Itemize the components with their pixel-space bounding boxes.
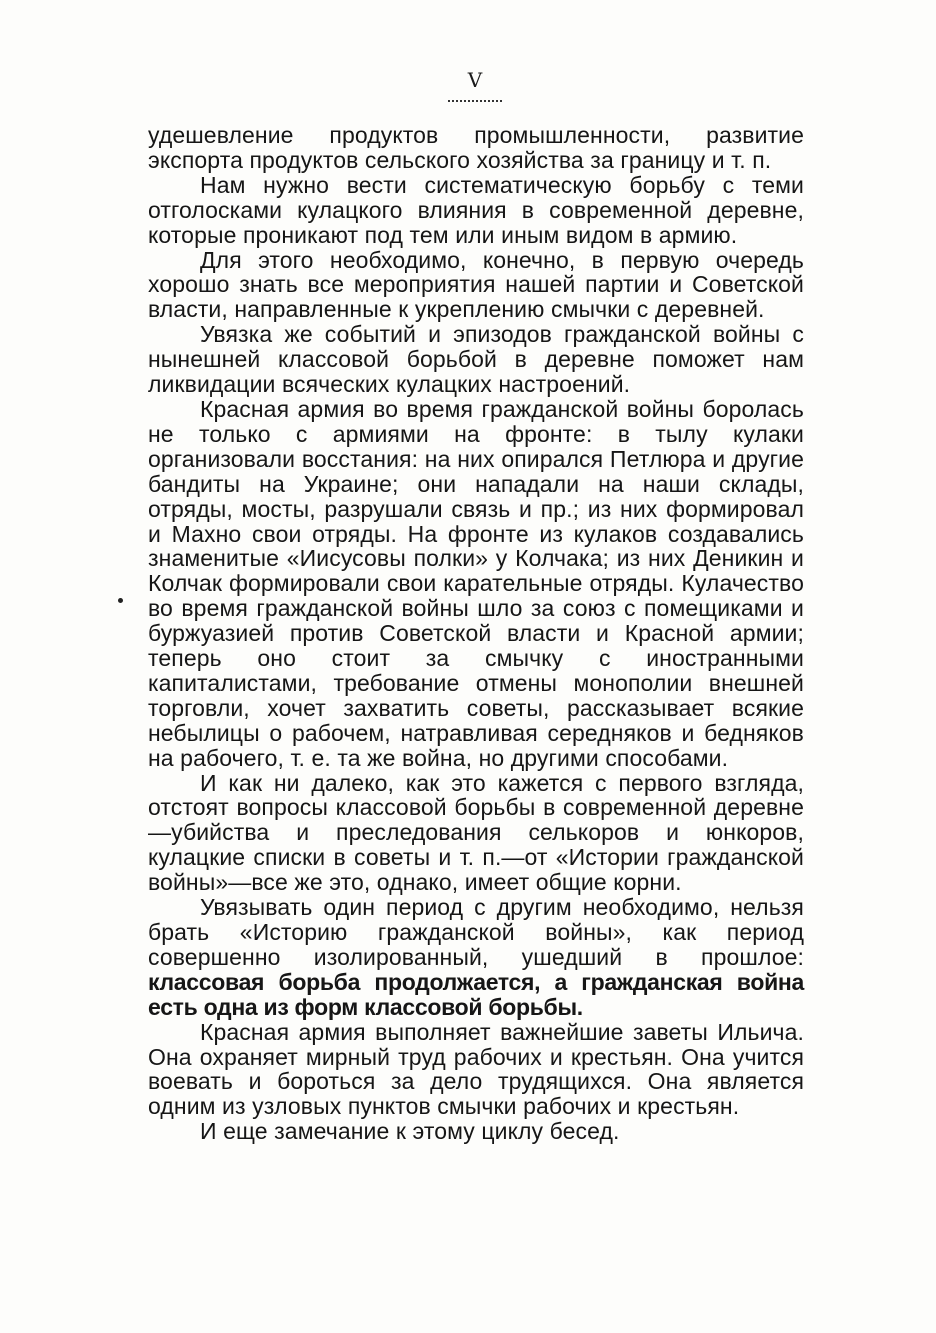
paragraph-7: Увязывать один период с другим необходимо, нельзя брать «Историю гражданской войны», как период совершенно изолированный, ушедший в прошлое: классовая борьба продолжается, а гражданская война есть одна из форм классовой борьбы.	[148, 894, 804, 1020]
margin-mark	[118, 598, 123, 603]
body-text	[148, 123, 804, 1144]
paragraph-5: Красная армия во время гражданской войны боролась не только с армиями на фронте: в тылу кулаки организовали восстания: на них опирался Петлюра и другие бандиты на Украине; они нападали на наши склады, отряды, мосты, разрушали связь и пр.; из них формировал и Махно свои отряды. На фронте из кулаков создавались знаменитые «Иисусовы полки» у Колчака; из них Деникин и Колчак формировали свои карательные отряды. Кулачество во время гражданской войны шло за союз с помещиками и буржуазией против Советской власти и Красной армии; теперь оно стоит за смычку с иностранными капиталистами, требование отмены монополии внешней торговли, хочет захватить советы, рассказывает всякие небылицы о рабочем, натравливая середняков и бедняков на рабочего, т. е. та же война, но другими способами.	[148, 395, 804, 771]
page-number: V	[467, 68, 483, 92]
paragraph-3: Для этого необходимо, конечно, в первую очередь хорошо знать все мероприятия нашей партии и Советской власти, направленные к укреплению смычки с деревней.	[148, 246, 804, 323]
emphasized-text: классовая борьба продолжается, а гражданская война есть одна из форм классовой борьбы.	[148, 968, 804, 1020]
paragraph-8: Красная армия выполняет важнейшие заветы Ильича. Она охраняет мирный труд рабочих и крестьян. Она учится воевать и бороться за дело трудящихся. Она является одним из узловых пунктов смычки рабочих и крестьян.	[148, 1018, 804, 1120]
paragraph-9: И еще замечание к этому циклу бесед.	[200, 1118, 620, 1145]
paragraph-1: удешевление продуктов промышленности, развитие экспорта продуктов сельского хозяйства за границу и т. п.	[148, 122, 804, 173]
paragraph-6: И как ни далеко, как это кажется с первого взгляда, отстоят вопросы классовой борьбы в современной деревне—убийства и преследования селькоров и юнкоров, кулацкие списки в советы и т. п.—от «Истории гражданской войны»—все же это, однако, имеет общие корни.	[148, 769, 804, 896]
paragraph-4: Увязка же событий и эпизодов гражданской войны с нынешней классовой борьбой в деревне поможет нам ликвидации всяческих кулацких настроений.	[148, 321, 804, 398]
paragraph-2: Нам нужно вести систематическую борьбу с теми отголосками кулацкого влияния в современной деревне, которые проникают под тем или иным видом в армию.	[148, 171, 804, 248]
page-number-rule	[448, 100, 502, 102]
